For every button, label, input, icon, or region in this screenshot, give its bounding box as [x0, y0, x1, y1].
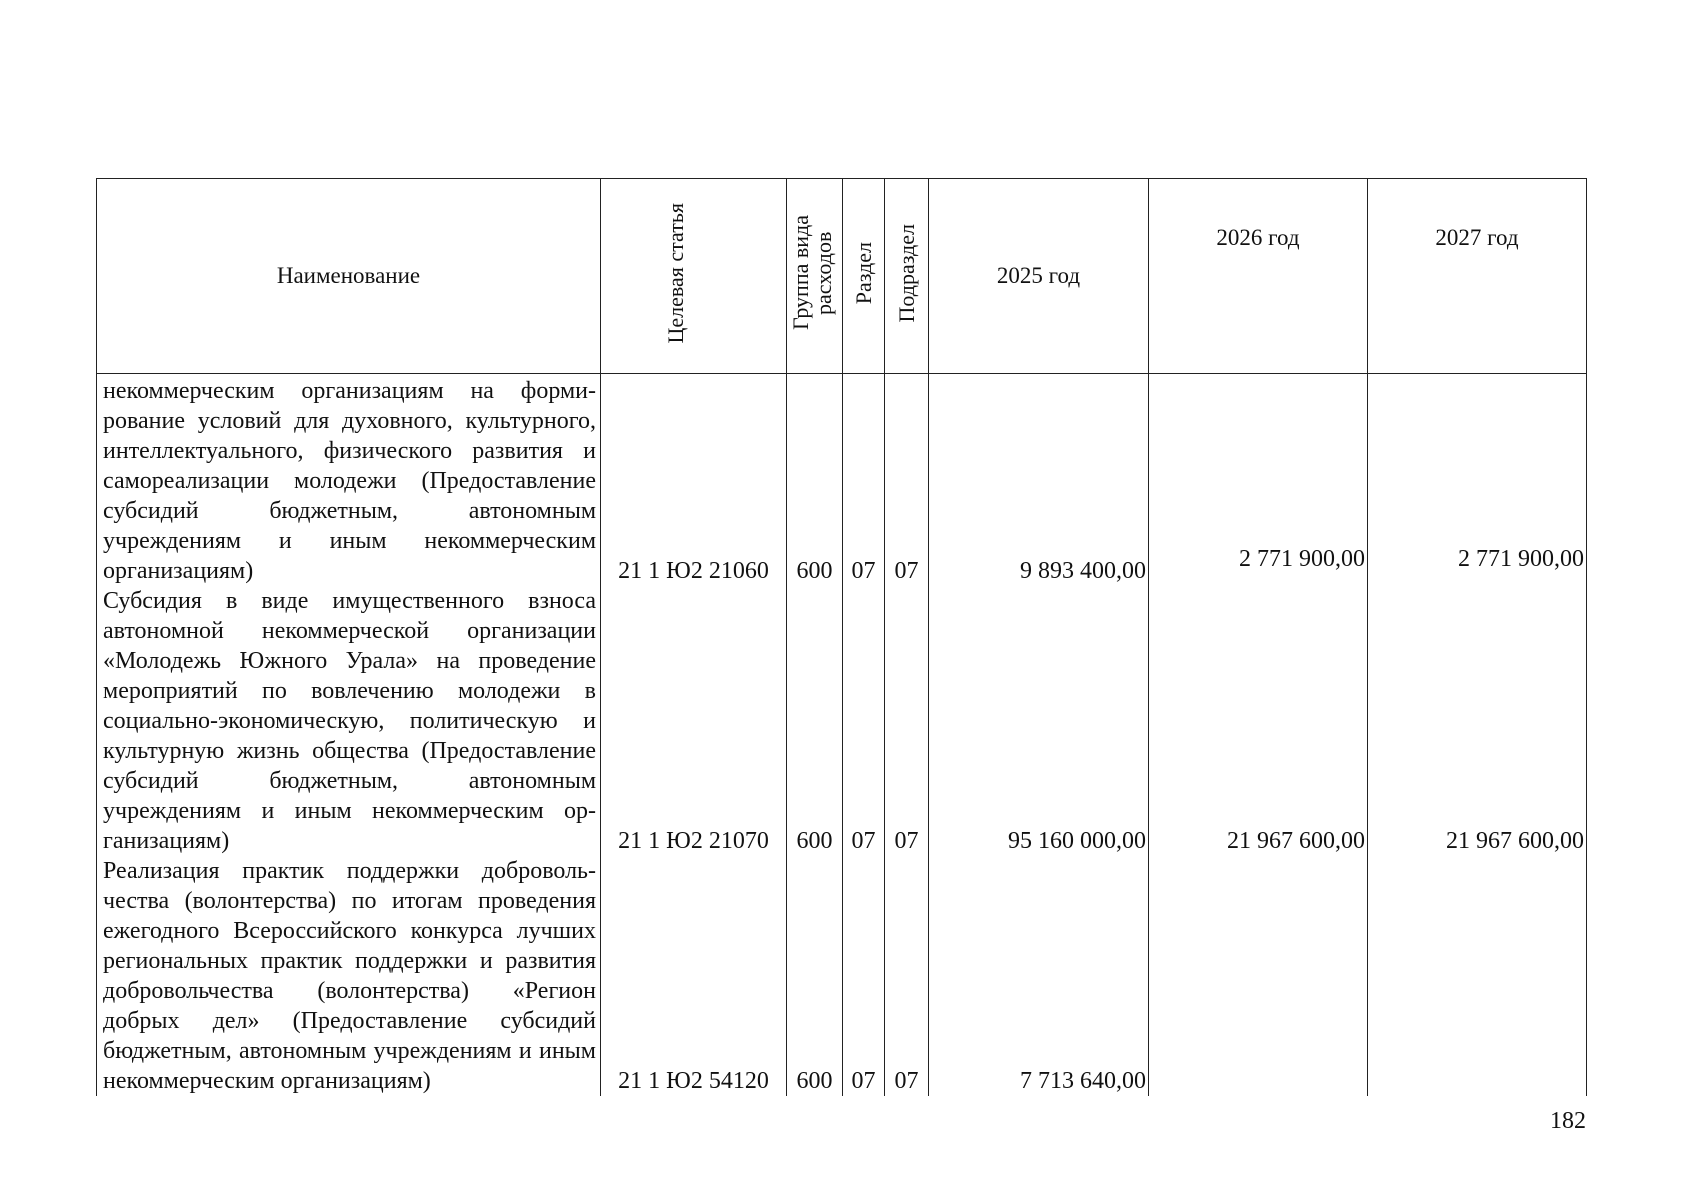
row-section: 07: [843, 586, 885, 856]
header-section: Раздел: [843, 179, 885, 374]
budget-table: [96, 178, 1587, 1096]
row-subsection: 07: [885, 586, 929, 856]
row-expense-group: 600: [787, 856, 843, 1096]
row-section: 07: [843, 374, 885, 587]
row-year-2026: [1149, 856, 1368, 1096]
row-year-2025: 95 160 000,00: [929, 586, 1149, 856]
row-year-2026: 21 967 600,00: [1149, 586, 1368, 856]
table-body: [97, 374, 1587, 1097]
table-row: [97, 374, 1587, 587]
row-target-article: 21 1 Ю2 21070: [601, 586, 787, 856]
header-subsection: Подраздел: [885, 179, 929, 374]
row-expense-group: 600: [787, 374, 843, 587]
table-header: [97, 179, 1587, 374]
header-year-2027: 2027 год: [1368, 179, 1587, 374]
row-subsection: 07: [885, 856, 929, 1096]
row-target-article: 21 1 Ю2 54120: [601, 856, 787, 1096]
row-name: Субсидия в виде имущественного взноса автономной некоммерческой организации «Молодежь Южного Урала» на проведение мероприятий по вовлечению молодежи в социально-экономическую, политическую и культурную жизнь общества (Предоставление субсидий бюджетным, автономным учреждениям и иным некоммерческим организациям): [97, 586, 601, 856]
header-expense-group: Группа вида расходов: [787, 179, 843, 374]
page-number: 182: [1550, 1108, 1586, 1134]
row-target-article: 21 1 Ю2 21060: [601, 374, 787, 587]
header-target-article: Целевая статья: [601, 179, 787, 374]
header-name: Наименование: [97, 179, 601, 374]
header-year-2026: 2026 год: [1149, 179, 1368, 374]
row-year-2026: 2 771 900,00: [1149, 374, 1368, 587]
header-year-2025: 2025 год: [929, 179, 1149, 374]
row-subsection: 07: [885, 374, 929, 587]
row-section: 07: [843, 856, 885, 1096]
row-name: Реализация практик поддержки добровольчества (волонтерства) по итогам проведения ежегодного Всероссийского конкурса лучших региональных практик поддержки и развития добровольчества (волонтерства) «Регион добрых дел» (Предоставление субсидий бюджетным, автономным учреждениям и иным некоммерческим организациям): [97, 856, 601, 1096]
row-year-2027: 2 771 900,00: [1368, 374, 1587, 587]
table-row: [97, 856, 1587, 1096]
row-expense-group: 600: [787, 586, 843, 856]
row-name: некоммерческим организациям на формирование условий для духовного, культурного, интеллектуального, физического развития и самореализации молодежи (Предоставление субсидий бюджетным, автономным учреждениям и иным некоммерческим организациям): [97, 374, 601, 587]
row-year-2025: 9 893 400,00: [929, 374, 1149, 587]
row-year-2025: 7 713 640,00: [929, 856, 1149, 1096]
row-year-2027: 21 967 600,00: [1368, 586, 1587, 856]
header-row: [97, 179, 1587, 374]
table-row: [97, 586, 1587, 856]
row-year-2027: [1368, 856, 1587, 1096]
